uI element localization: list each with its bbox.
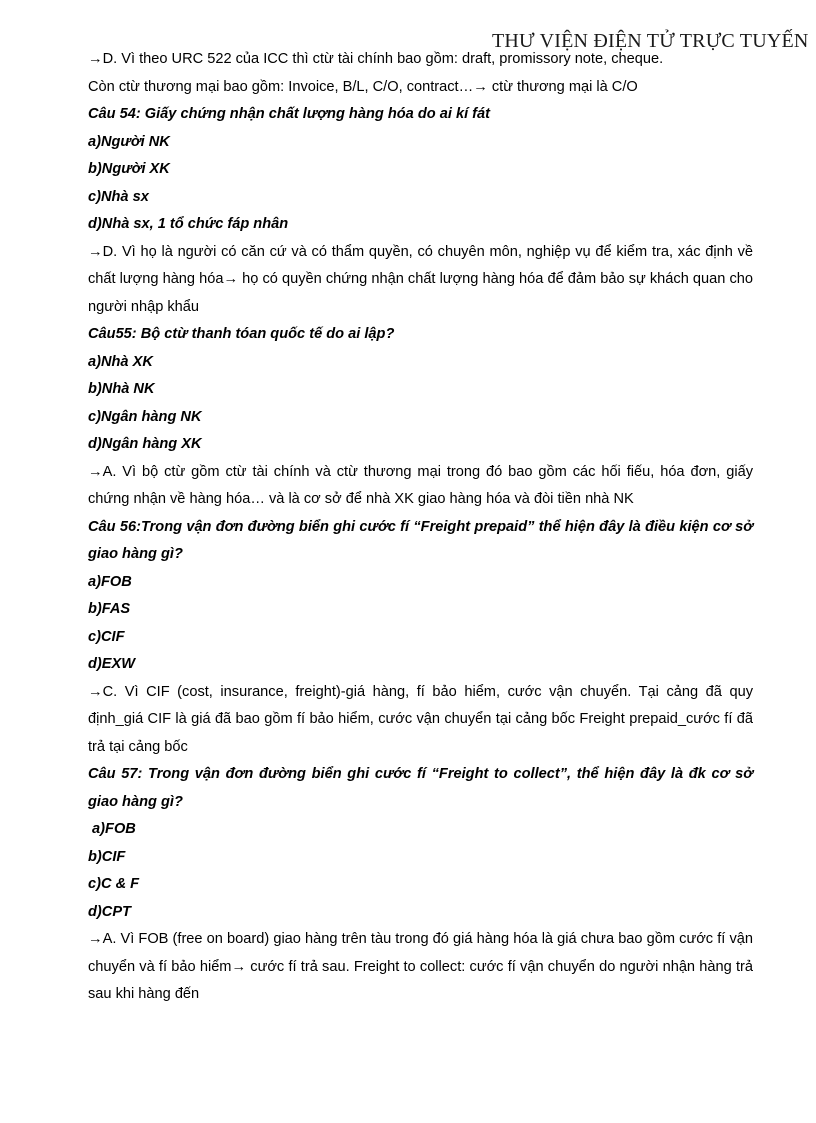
question-54: Câu 54: Giấy chứng nhận chất lượng hàng hóa do ai kí fát [88, 106, 491, 122]
option-b: b)Nhà NK [88, 381, 155, 397]
answer-text: →D. Vì theo URC 522 của ICC thì ctừ tài chính bao gồm: draft, promissory note, cheque. [88, 51, 664, 67]
option-c: c)Ngân hàng NK [88, 408, 202, 425]
option-a: a)Nhà XK [88, 353, 153, 370]
answer-text: Còn ctừ thương mại bao gồm: Invoice, B/L, C/O, contract…→ ctừ thương mại là C/O [88, 78, 638, 95]
answer-54: →D. Vì họ là người có căn cứ và có thẩm quyền, có chuyên môn, nghiệp vụ để kiểm tra, xác định về chất lượng hàng hóa→ họ có quyền chứng nhận chất lượng hàng hóa để đảm bảo sự khách quan cho người nhập khẩu [88, 243, 753, 315]
document-body [88, 46, 753, 1009]
answer-55: →A. Vì bộ ctừ gồm ctừ tài chính và ctừ thương mại trong đó bao gồm các hối fiếu, hóa đơn, giấy chứng nhận về hàng hóa… và là cơ sở để nhà XK giao hàng hóa và đòi tiền nhà NK [88, 463, 753, 507]
answer-56: →C. Vì CIF (cost, insurance, freight)-giá hàng, fí bảo hiểm, cước vận chuyển. Tại cảng đã quy định_giá CIF là giá đã bao gồm fí bảo hiểm, cước vận chuyển tại cảng bốc Freight prepaid_cước fí đã trả tại cảng bốc [88, 683, 753, 755]
option-b: b)FAS [88, 601, 131, 617]
option-c: c)C & F [88, 876, 140, 892]
option-a: a)Người NK [88, 133, 170, 150]
option-d: d)CPT [88, 903, 131, 920]
question-57: Câu 57: Trong vận đơn đường biển ghi cước fí “Freight to collect”, thể hiện đây là đk cơ sở giao hàng gì? [88, 766, 753, 810]
option-b: b)CIF [88, 848, 126, 865]
question-55: Câu55: Bộ ctừ thanh tóan quốc tế do ai lập? [88, 326, 395, 342]
option-d: d)EXW [88, 656, 136, 672]
question-56: Câu 56:Trong vận đơn đường biển ghi cước fí “Freight prepaid” thể hiện đây là điều kiện cơ sở giao hàng gì? [88, 518, 753, 562]
option-b: b)Người XK [88, 161, 170, 177]
option-d: d)Ngân hàng XK [88, 436, 202, 452]
answer-57: →A. Vì FOB (free on board) giao hàng trên tàu trong đó giá hàng hóa là giá chưa bao gồm cước fí vận chuyển và fí bảo hiểm→ cước fí trả sau. Freight to collect: cước fí vận chuyển do người nhận hàng trả sau khi hàng đến [88, 931, 753, 1002]
library-watermark: THƯ VIỆN ĐIỆN TỬ TRỰC TUYẾN [492, 30, 809, 52]
option-a: a)FOB [88, 573, 132, 590]
option-c: c)CIF [88, 628, 125, 645]
option-c: c)Nhà sx [88, 188, 149, 205]
option-a: a)FOB [88, 821, 136, 837]
option-d: d)Nhà sx, 1 tổ chức fáp nhân [88, 216, 289, 232]
